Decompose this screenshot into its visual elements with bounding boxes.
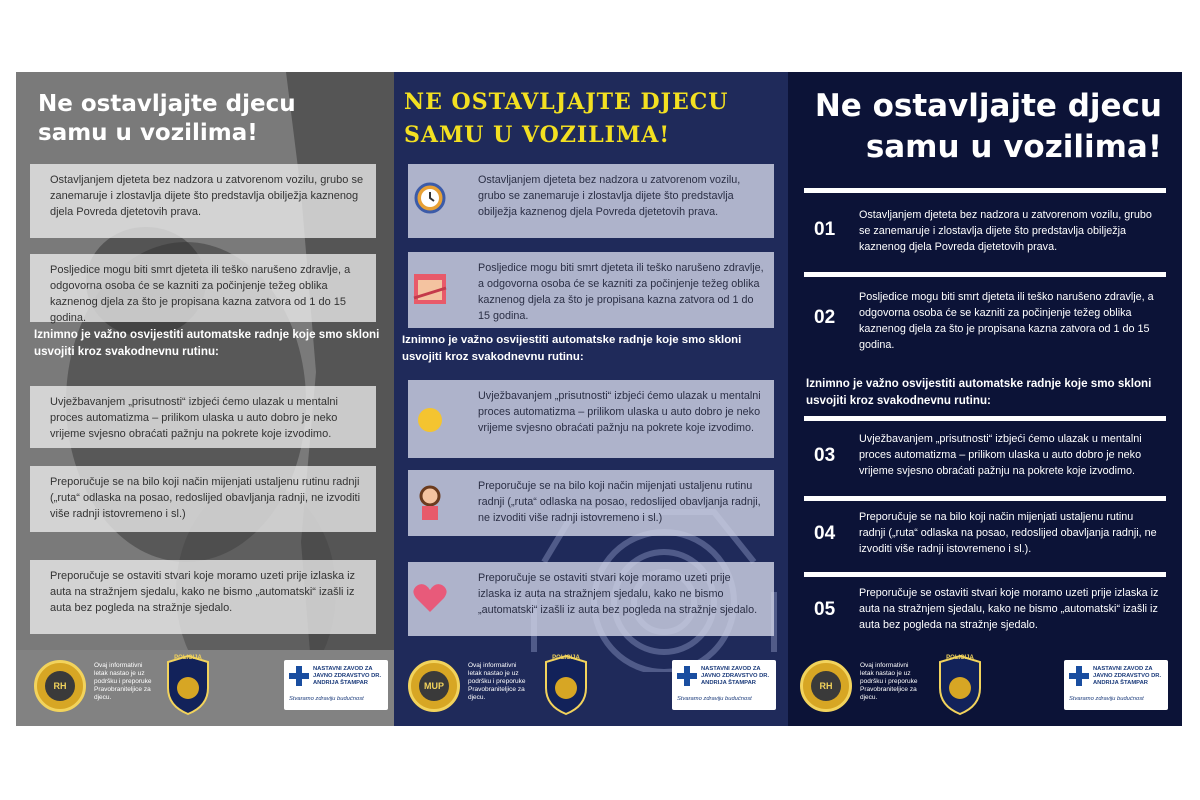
item-number: 04 [814, 523, 836, 544]
panel-grey [16, 72, 394, 726]
rh-mup-text: RH [811, 671, 841, 701]
info-box-2 [408, 252, 774, 328]
numbered-item-5 [804, 572, 1166, 638]
info-box-5 [408, 562, 774, 636]
institute-logo [284, 660, 388, 710]
info-text: Uvježbavanjem „prisutnosti“ izbjeći ćemo ulazak u mentalni proces automatizma – prilikom ulaska u auto dobro je neko vrijeme svjesno obraćati pažnju na pokrete koje izvodimo. [50, 396, 338, 440]
info-text: Preporučuje se na bilo koji način mijenjati ustaljenu rutinu radnji („ruta“ odlaska na posao, redoslijed obavljanja radnji, ne izvoditi više radnji istovremeno i sl.) [50, 476, 361, 520]
institute-name: NASTAVNI ZAVOD ZA JAVNO ZDRAVSTVO DR. ANDRIJA ŠTAMPAR [313, 666, 382, 686]
policija-label: POLICIJA [174, 655, 202, 661]
item-number: 01 [814, 219, 836, 240]
info-box-1 [408, 164, 774, 238]
panel2-footer [394, 650, 788, 726]
section-heading: Iznimno je važno osvijestiti automatske radnje koje smo skloni usvojiti kroz svakodnevnu rutinu: [806, 377, 1152, 407]
rh-mup-text: MUP [419, 671, 449, 701]
item-text: Posljedice mogu biti smrt djeteta ili teško narušeno zdravlje, a odgovorna osoba će se kazniti za počinjenje težeg oblika kaznenog djela za što je propisana kazna zatvora od 1 do 15 godina. [859, 291, 1154, 351]
numbered-item-3 [804, 416, 1166, 478]
info-text: Preporučuje se na bilo koji način mijenjati ustaljenu rutinu radnji („ruta“ odlaska na posao, redoslijed obavljanja radnji, ne izvoditi više radnji istovremeno i sl.) [478, 480, 761, 524]
institute-logo [1064, 660, 1168, 710]
flyer-strip [16, 72, 1182, 726]
title-line2: samu u vozilima! [865, 129, 1162, 165]
info-text: Ostavljanjem djeteta bez nadzora u zatvorenom vozilu, grubo se zanemaruje i zlostavlja dijete što predstavlja obilježja kaznenog djela Povreda djetetovih prava. [478, 174, 741, 218]
child-icon [410, 482, 450, 522]
policija-label: POLICIJA [552, 655, 580, 661]
info-box-5 [30, 560, 376, 634]
item-text: Ostavljanjem djeteta bez nadzora u zatvorenom vozilu, grubo se zanemaruje i zlostavlja dijete što predstavlja obilježja kaznenog djela Povreda djetetovih prava. [859, 209, 1152, 253]
title-line1: Ne ostavljajte djecu [38, 91, 296, 117]
info-text: Ostavljanjem djeteta bez nadzora u zatvorenom vozilu, grubo se zanemaruje i zlostavlja dijete što predstavlja obilježja kaznenog djela Povreda djetetovih prava. [50, 174, 364, 218]
institute-logo [672, 660, 776, 710]
info-box-3 [30, 386, 376, 448]
panel3-footer [788, 650, 1182, 726]
footnote: Ovaj informativni letak nastao je uz podršku i preporuke Pravobraniteljice za djecu. [468, 662, 526, 701]
policija-label: POLICIJA [946, 655, 974, 661]
policija-shield-icon [166, 654, 210, 716]
footnote: Ovaj informativni letak nastao je uz podršku i preporuke Pravobraniteljice za djecu. [94, 662, 152, 701]
info-box-4 [30, 466, 376, 532]
heart-icon [410, 578, 450, 618]
info-box-4 [408, 470, 774, 536]
policija-shield-icon [938, 654, 982, 716]
item-number: 03 [814, 445, 836, 466]
info-text: Posljedice mogu biti smrt djeteta ili teško narušeno zdravlje, a odgovorna osoba će se kazniti za počinjenje težeg oblika kaznenog djela za što je propisana kazna zatvora od 1 do 15 godina. [478, 262, 764, 322]
rh-mup-logo [34, 660, 86, 712]
panel-numbered [788, 72, 1182, 726]
rh-mup-text: RH [45, 671, 75, 701]
panel2-title [404, 86, 774, 152]
info-box-1 [30, 164, 376, 238]
numbered-item-2 [804, 272, 1166, 360]
section-heading: Iznimno je važno osvijestiti automatske radnje koje smo skloni usvojiti kroz svakodnevnu rutinu: [402, 334, 742, 363]
cross-icon [1069, 666, 1089, 686]
policija-shield-icon [544, 654, 588, 716]
rh-mup-logo [408, 660, 460, 712]
panel1-footer [16, 650, 394, 726]
section-heading: Iznimno je važno osvijestiti automatske radnje koje smo skloni usvojiti kroz svakodnevnu rutinu: [34, 328, 380, 358]
info-text: Posljedice mogu biti smrt djeteta ili teško narušeno zdravlje, a odgovorna osoba će se kazniti za počinjenje težeg oblika kaznenog djela za što je propisana kazna zatvora od 1 do 15 godina. [50, 264, 351, 324]
footnote: Ovaj informativni letak nastao je uz podršku i preporuke Pravobraniteljice za djecu. [860, 662, 918, 701]
institute-slogan: Stvaramo zdraviju budućnost [289, 696, 364, 702]
item-text: Uvježbavanjem „prisutnosti“ izbjeći ćemo ulazak u mentalni proces automatizma – prilikom ulaska u auto dobro je neko vrijeme svjesno obraćati pažnju na pokrete koje izvodimo. [859, 433, 1142, 477]
info-text: Uvježbavanjem „prisutnosti“ izbjeći ćemo ulazak u mentalni proces automatizma – prilikom ulaska u auto dobro je neko vrijeme svjesno obraćati pažnju na pokrete koje izvodimo. [478, 390, 761, 434]
title-line2: SAMU U VOZILIMA! [404, 122, 671, 148]
info-box-2 [30, 254, 376, 322]
info-text: Preporučuje se ostaviti stvari koje moramo uzeti prije izlaska iz auta na stražnjem sjedalu, kako ne bismo „automatski“ izašli iz auta bez pogleda na stražnje sjedalo. [50, 570, 356, 614]
institute-slogan: Stvaramo zdraviju budućnost [677, 696, 752, 702]
alarm-clock-icon [410, 176, 450, 216]
item-number: 05 [814, 599, 836, 620]
panel3-title [788, 86, 1162, 168]
numbered-item-1 [804, 188, 1166, 262]
item-text: Preporučuje se ostaviti stvari koje moramo uzeti prije izlaska iz auta na stražnjem sjedalu, kako ne bismo „automatski“ izašli iz auta bez pogleda na stražnje sjedalo. [859, 587, 1159, 631]
info-text: Preporučuje se ostaviti stvari koje moramo uzeti prije izlaska iz auta na stražnjem sjedalu, kako ne bismo „automatski“ izašli iz auta bez pogleda na stražnje sjedalo. [478, 572, 758, 616]
item-text: Preporučuje se na bilo koji način mijenjati ustaljenu rutinu radnji („ruta“ odlaska na posao, redoslijed obavljanja radnji, ne izvoditi više radnji istovremeno i sl.). [859, 511, 1157, 555]
panel1-title [38, 90, 368, 148]
institute-name: NASTAVNI ZAVOD ZA JAVNO ZDRAVSTVO DR. ANDRIJA ŠTAMPAR [701, 666, 770, 686]
title-line1: NE OSTAVLJAJTE DJECU [404, 89, 729, 115]
panel-navy [394, 72, 788, 726]
numbered-item-4 [804, 496, 1166, 566]
item-number: 02 [814, 307, 836, 328]
institute-slogan: Stvaramo zdraviju budućnost [1069, 696, 1144, 702]
title-line2: samu u vozilima! [38, 120, 258, 146]
info-box-3 [408, 380, 774, 458]
rh-mup-logo [800, 660, 852, 712]
cross-icon [677, 666, 697, 686]
title-line1: Ne ostavljajte djecu [814, 88, 1162, 124]
calendar-icon [410, 268, 450, 308]
institute-name: NASTAVNI ZAVOD ZA JAVNO ZDRAVSTVO DR. ANDRIJA ŠTAMPAR [1093, 666, 1162, 686]
sun-icon [410, 400, 450, 440]
cross-icon [289, 666, 309, 686]
